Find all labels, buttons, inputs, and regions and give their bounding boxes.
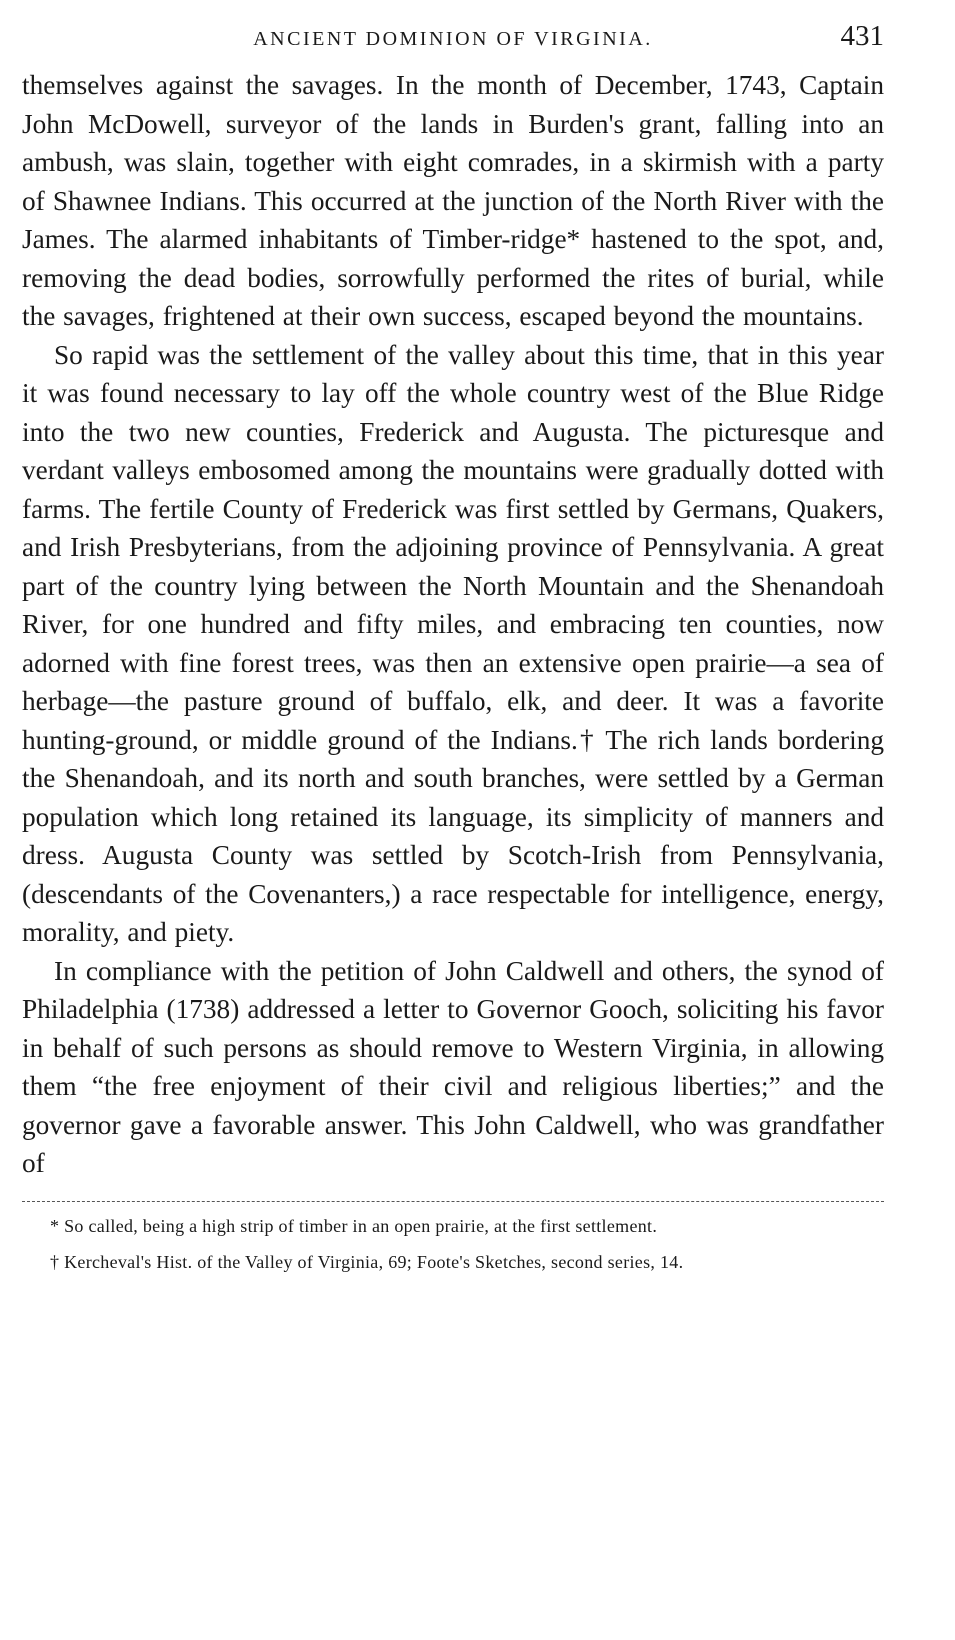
footnotes — [22, 1212, 884, 1276]
book-page — [22, 20, 884, 1276]
footnote-kercheval: † Kercheval's Hist. of the Valley of Virginia, 69; Foote's Sketches, second series, 14. — [50, 1251, 684, 1272]
body-text — [22, 66, 884, 1183]
running-head — [22, 20, 884, 60]
running-title: ANCIENT DOMINION OF VIRGINIA. — [253, 28, 653, 50]
paragraph-caldwell-petition: In compliance with the petition of John Caldwell and others, the synod of Philadelphia (1738) addressed a letter to Governor Gooch, soliciting his favor in behalf of such persons as should remove to Western Virginia, in allowing them “the free enjoyment of their civil and religious liberties;” and the governor gave a favorable answer. This John Caldwell, who was grandfather of — [22, 955, 884, 1178]
page-number: 431 — [840, 20, 884, 52]
paragraph-valley-settlement: So rapid was the settlement of the valley about this time, that in this year it was found necessary to lay off the whole country west of the Blue Ridge into the two new counties, Frederick and Augusta. The picturesque and verdant valleys embosomed among the mountains were gradually dotted with farms. The fertile County of Frederick was first settled by Germans, Quakers, and Irish Presbyterians, from the adjoining province of Pennsylvania. A great part of the country lying between the North Mountain and the Shenandoah River, for one hundred and fifty miles, and embracing ten counties, now adorned with fine forest trees, was then an extensive open prairie—a sea of herbage—the pasture ground of buffalo, elk, and deer. It was a favorite hunting-ground, or middle ground of the Indians.† The rich lands bordering the Shenandoah, and its north and south branches, were settled by a German population which long retained its language, its simplicity of manners and dress. Augusta County was settled by Scotch-Irish from Pennsylvania, (descendants of the Covenanters,) a race respectable for intelligence, energy, morality, and piety. — [22, 339, 884, 947]
footnote-timber-ridge: * So called, being a high strip of timber in an open prairie, at the first settlement. — [50, 1215, 658, 1236]
footnote-divider — [22, 1201, 884, 1202]
paragraph-continued: themselves against the savages. In the month of December, 1743, Captain John McDowell, surveyor of the lands in Burden's grant, falling into an ambush, was slain, together with eight comrades, in a skirmish with a party of Shawnee Indians. This occurred at the junction of the North River with the James. The alarmed inhabitants of Timber-ridge* hastened to the spot, and, removing the dead bodies, sorrowfully performed the rites of burial, while the savages, frightened at their own success, escaped beyond the mountains. — [22, 70, 884, 331]
